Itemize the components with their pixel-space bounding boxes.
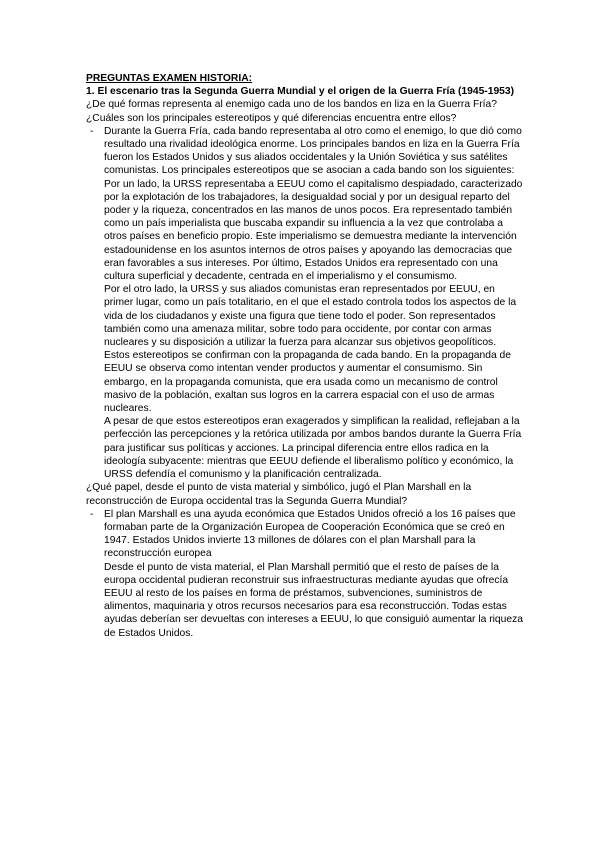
answer-paragraph: Estos estereotipos se confirman con la propaganda de cada bando. En la propaganda de EEUU se observa como intentan vender productos y aumentar el consumismo. Sin embargo, en la propaganda comunista, que era usada como un mecanismo de control masivo de la población, exaltan sus logros en la carrera espacial con el uso de armas nucleares. [104, 350, 512, 415]
document-page [86, 72, 526, 640]
document-title: PREGUNTAS EXAMEN HISTORIA: [86, 73, 253, 84]
answer-paragraph: Durante la Guerra Fría, cada bando representaba al otro como el enemigo, lo que dió como resultado una rivalidad ideológica enorme. Los principales bandos en liza en la Guerra Fría fueron los Estados Unidos y sus aliados occidentales y la Unión Soviética y sus satélites comunistas. Los principales estereotipos que se asocian a cada bando son los siguientes: [104, 125, 522, 177]
answer-paragraph: El plan Marshall es una ayuda económica que Estados Unidos ofreció a los 16 países que formaban parte de la Organización Europea de Cooperación Económica que se creó en 1947. Estados Unidos invierte 13 millones de dólares con el plan Marshall para la reconstrucción europea [104, 508, 516, 560]
answer-paragraph: Desde el punto de vista material, el Plan Marshall permitió que el resto de países de la europa occidental pudieran reconstruir sus infraestructuras mediante ayudas que ofrecía EEUU al resto de los países en forma de préstamos, subvenciones, suministros de alimentos, maquinaria y otros recursos necesarios para esa reconstrucción. Todas estas ayudas deberían ser devueltas con intereses a EEUU, lo que consiguió aumentar la riqueza de Estados Unidos. [104, 561, 523, 639]
answer-paragraph: Por un lado, la URSS representaba a EEUU como el capitalismo despiadado, caracterizado por la explotación de los trabajadores, la desigualdad social y por un desigual reparto del poder y la riqueza, concentrados en las manos de unos pocos. Era representado también como un país imperialista que buscaba expandir su influencia a la vez que controlaba a otros países en beneficio propio. Este imperialismo se demuestra mediante la intervención estadounidense en los asuntos internos de otros países y apoyando las democracias que eran favorables a sus intereses. Por último, Estados Unidos era representado con una cultura superficial y decadente, centrada en el imperialismo y el consumismo. [104, 178, 523, 283]
answer-paragraph: Por el otro lado, la URSS y sus aliados comunistas eran representados por EEUU, en primer lugar, como un país totalitario, en el que el estado controla todos los aspectos de la vida de los ciudadanos y existe una figura que tiene todo el poder. Son representados también como una amenaza militar, sobre todo para occidente, por contar con armas nucleares y su disposición a utilizar la fuerza para alcanzar sus objetivos geopolíticos. [104, 284, 517, 349]
question-1: ¿De qué formas representa al enemigo cada uno de los bandos en liza en la Guerra Fría? ¿Cuáles son los principales estereotipos y qué diferencias encuentra entre ellos? [86, 99, 497, 124]
bullet-dash: - [90, 508, 94, 520]
bullet-dash: - [90, 125, 94, 137]
question-2: ¿Qué papel, desde el punto de vista material y simbólico, jugó el Plan Marshall en la reconstrucción de Europa occidental tras la Segunda Guerra Mundial? [86, 482, 472, 507]
section-heading: 1. El escenario tras la Segunda Guerra Mundial y el origen de la Guerra Fría (1945-1953) [86, 86, 515, 98]
answer-2 [86, 508, 526, 640]
answer-1 [86, 125, 526, 481]
answer-paragraph: A pesar de que estos estereotipos eran exagerados y simplifican la realidad, reflejaban a la perfección las percepciones y la retórica utilizada por ambos bandos durante la Guerra Fría para justificar sus políticas y acciones. La principal diferencia entre ellos radica en la ideología subyacente: mientras que EEUU defiende el liberalismo político y económico, la URSS defendía el comunismo y la planificación centralizada. [104, 416, 522, 481]
